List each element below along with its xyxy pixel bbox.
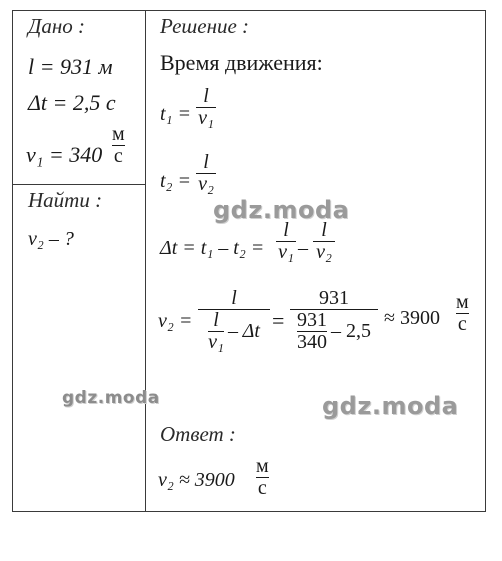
fraction-denominator: v₁ xyxy=(198,107,214,129)
given-length: l = 931 м xyxy=(28,54,113,79)
fraction-denominator: v₂ xyxy=(198,173,214,195)
dt-fraction-1 xyxy=(276,220,296,263)
unit-denominator: с xyxy=(113,145,123,167)
t1-fraction xyxy=(196,86,216,129)
fraction-numerator: l xyxy=(203,151,209,173)
v2-fraction-numeric xyxy=(290,288,378,353)
given-time-diff: Δt = 2,5 с xyxy=(28,90,116,115)
t2-lhs: t₂ = xyxy=(160,170,192,192)
fraction-denominator: v₁ xyxy=(278,241,294,263)
fraction-numerator: l xyxy=(321,219,327,241)
inner-fraction xyxy=(297,310,327,353)
column-divider xyxy=(145,10,146,512)
v2-fraction-symbolic xyxy=(198,288,270,353)
fraction-denominator xyxy=(297,310,371,353)
unit-denominator: с xyxy=(457,313,467,335)
fraction-denominator xyxy=(208,310,260,353)
denominator-tail: – 2,5 xyxy=(331,320,371,342)
fraction-denominator: v₁ xyxy=(208,331,224,353)
fraction-denominator: 340 xyxy=(297,331,327,353)
find-header: Найти : xyxy=(28,188,103,212)
solution-intro: Время движения: xyxy=(160,50,323,75)
find-v2: v₂ – ? xyxy=(28,228,74,250)
watermark: gdz.moda xyxy=(62,388,160,408)
unit-denominator: с xyxy=(257,477,267,499)
dt-minus: – xyxy=(298,237,308,259)
approx-result: ≈ 3900 xyxy=(384,307,440,329)
fraction-numerator: l xyxy=(283,219,289,241)
answer-unit xyxy=(256,456,269,499)
unit-numerator: м xyxy=(456,291,469,313)
denominator-tail: – Δt xyxy=(227,320,260,342)
equals-sign: = xyxy=(272,308,285,333)
dt-lhs: Δt = t₁ – t₂ = xyxy=(160,237,265,259)
fraction-denominator: v₂ xyxy=(316,241,332,263)
result-unit xyxy=(456,292,469,335)
t1-lhs: t₁ = xyxy=(160,103,192,125)
solution-sheet xyxy=(12,10,486,512)
unit-numerator: м xyxy=(256,455,269,477)
inner-fraction xyxy=(208,310,224,353)
fraction-numerator: 931 xyxy=(319,287,349,309)
dt-fraction-2 xyxy=(313,220,335,263)
answer-value: v₂ ≈ 3900 xyxy=(158,469,235,491)
v2-lhs: v₂ = xyxy=(158,310,193,332)
fraction-numerator: 931 xyxy=(297,309,327,331)
unit-numerator: м xyxy=(112,123,125,145)
answer-header: Ответ : xyxy=(160,422,236,446)
fraction-numerator: l xyxy=(203,85,209,107)
watermark: gdz.moda xyxy=(322,392,459,420)
solution-header: Решение : xyxy=(160,14,250,38)
given-speed-unit xyxy=(112,124,125,167)
fraction-numerator: l xyxy=(213,309,219,331)
t2-fraction xyxy=(196,152,216,195)
given-header: Дано : xyxy=(28,14,86,38)
watermark: gdz.moda xyxy=(213,196,350,224)
given-speed-v1: v₁ = 340 xyxy=(26,142,103,167)
given-find-divider xyxy=(12,184,146,185)
fraction-numerator: l xyxy=(231,287,237,309)
